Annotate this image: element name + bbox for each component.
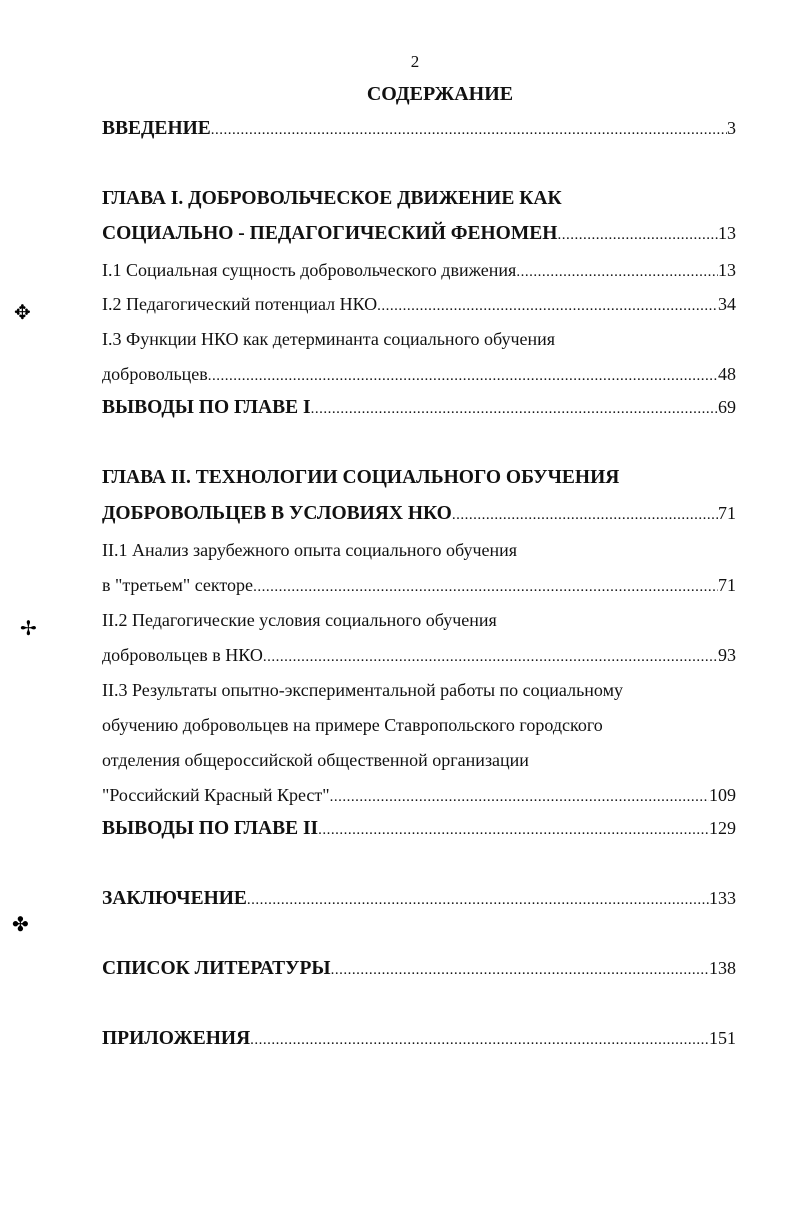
toc-entry-chapter-1-conclusions[interactable]: ВЫВОДЫ ПО ГЛАВЕ I ..... 69: [102, 397, 736, 419]
margin-stamp-icon: ✤: [12, 914, 29, 936]
toc-entry-2-1[interactable]: в "третьем" секторе ..... 71: [102, 575, 736, 596]
page-title: СОДЕРЖАНИЕ: [366, 83, 514, 105]
toc-chapter-2-title: ГЛАВА II. ТЕХНОЛОГИИ СОЦИАЛЬНОГО ОБУЧЕНИЯ: [102, 467, 620, 488]
toc-entry-2-2[interactable]: добровольцев в НКО ..... 93: [102, 645, 736, 666]
toc-entry-chapter-2-conclusions[interactable]: ВЫВОДЫ ПО ГЛАВЕ II ..... 129: [102, 818, 736, 840]
toc-entry-2-3-line1: II.3 Результаты опытно-экспериментальной работы по социальному: [102, 680, 623, 700]
toc-entry-chapter-2[interactable]: ДОБРОВОЛЬЦЕВ В УСЛОВИЯХ НКО ..... 71: [102, 503, 736, 525]
toc-entry-1-1[interactable]: I.1 Социальная сущность добровольческого движения ..... 13: [102, 260, 736, 281]
toc-entry-2-2-line1: II.2 Педагогические условия социального обучения: [102, 610, 497, 630]
toc-entry-2-3[interactable]: "Российский Красный Крест" ..... 109: [102, 785, 736, 806]
toc-entry-2-3-line2: обучению добровольцев на примере Ставропольского городского: [102, 715, 603, 735]
toc-chapter-1-title: ГЛАВА I. ДОБРОВОЛЬЧЕСКОЕ ДВИЖЕНИЕ КАК: [102, 188, 562, 209]
toc-entry-intro[interactable]: ВВЕДЕНИЕ ..... 3: [102, 118, 736, 140]
toc-entry-appendices[interactable]: ПРИЛОЖЕНИЯ ..... 151: [102, 1028, 736, 1050]
margin-stamp-icon: ✢: [20, 618, 37, 640]
toc-entry-chapter-1[interactable]: СОЦИАЛЬНО - ПЕДАГОГИЧЕСКИЙ ФЕНОМЕН ..... 13: [102, 223, 736, 245]
page-number: 2: [410, 52, 420, 71]
toc-entry-1-3-line1: I.3 Функции НКО как детерминанта социального обучения: [102, 329, 556, 349]
toc-entry-conclusion[interactable]: ЗАКЛЮЧЕНИЕ ..... 133: [102, 888, 736, 910]
toc-entry-1-3[interactable]: добровольцев ..... 48: [102, 364, 736, 385]
toc-entry-1-2[interactable]: I.2 Педагогический потенциал НКО ..... 34: [102, 294, 736, 315]
toc-entry-references[interactable]: СПИСОК ЛИТЕРАТУРЫ ..... 138: [102, 958, 736, 980]
toc-entry-2-1-line1: II.1 Анализ зарубежного опыта социального обучения: [102, 540, 518, 560]
toc-entry-2-3-line3: отделения общероссийской общественной организации: [102, 750, 529, 770]
margin-stamp-icon: ✥: [14, 302, 31, 324]
